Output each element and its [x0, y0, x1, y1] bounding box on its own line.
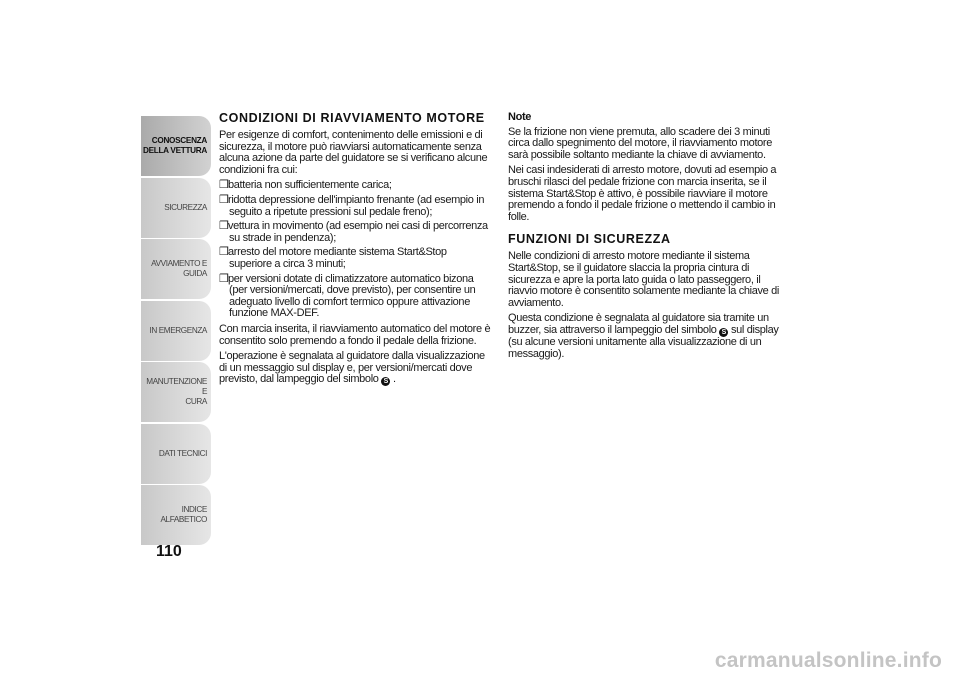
conditions-list	[219, 180, 491, 320]
left-column	[219, 112, 491, 390]
tab-avviamento-e-guida[interactable]	[141, 239, 211, 299]
list-item: ❒arresto del motore mediante sistema Start&Stop superiore a circa 3 minuti;	[219, 246, 447, 270]
tab-label: IN EMERGENZA	[149, 325, 207, 335]
note-title: Note	[508, 111, 532, 123]
tab-label: CONOSCENZA DELLA VETTURA	[142, 136, 207, 155]
start-stop-symbol-icon: S	[719, 328, 728, 337]
tab-label: DATI TECNICI	[158, 448, 207, 458]
right-column	[508, 112, 780, 364]
tab-label: INDICE ALFABETICO	[160, 505, 207, 524]
intro-paragraph: Per esigenze di comfort, contenimento delle emissioni e di sicurezza, il motore può riavviarsi automaticamente senza alcuna azione da parte del guidatore se si verificano alcune condizioni fra cui:	[219, 129, 488, 176]
tab-in-emergenza[interactable]	[141, 301, 211, 361]
list-item: ❒vettura in movimento (ad esempio nei casi di percorrenza su strade in pendenza);	[219, 220, 488, 244]
watermark: carmanualsonline.info	[714, 649, 942, 672]
list-item: ❒ridotta depressione dell'impianto frenante (ad esempio in seguito a ripetute pressioni sul pedale freno);	[219, 193, 485, 218]
note-paragraph: Nei casi indesiderati di arresto motore, dovuti ad esempio a bruschi rilasci del pedale frizione con marcia inserita, se il sistema Start&Stop è attivo, è possibile riavviare il motore premendo a fondo il pedale frizione o mettendo il cambio in folle.	[508, 164, 777, 223]
list-item: ❒batteria non sufficientemente carica;	[219, 179, 392, 192]
page-number: 110	[156, 543, 182, 560]
tab-dati-tecnici[interactable]	[141, 424, 211, 484]
note-paragraph: Se la frizione non viene premuta, allo scadere dei 3 minuti circa dallo spegnimento del motore, il riavviamento motore sarà possibile soltanto mediante la chiave di avviamento.	[508, 125, 772, 161]
paragraph: Nelle condizioni di arresto motore mediante il sistema Start&Stop, se il guidatore slaccia la propria cintura di sicurezza e apre la porta lato guida o lato passeggero, il riavvio motore è consentito solamente mediante la chiave di avviamento.	[508, 250, 780, 309]
tab-manutenzione-e-cura[interactable]	[141, 362, 211, 422]
tab-indice-alfabetico[interactable]	[141, 485, 211, 545]
list-item: ❒per versioni dotate di climatizzatore automatico bizona (per versioni/mercati, dove previsto), per consentire un adeguato livello di comfort termico oppure attivazione funzione MAX-DEF.	[219, 272, 476, 320]
checkbox-bullet-icon: ❒	[219, 193, 229, 206]
paragraph: Questa condizione è segnalata al guidatore sia tramite un buzzer, sia attraverso il lampeggio del simbolo S sul display (su alcune versioni unitamente alla visualizzazione di un messaggio).	[508, 312, 779, 360]
paragraph: L'operazione è segnalata al guidatore dalla visualizzazione di un messaggio sul display e, per versioni/mercati dove previsto, dal lampeggio del simbolo S .	[219, 350, 485, 386]
checkbox-bullet-icon: ❒	[219, 220, 229, 233]
tab-label: AVVIAMENTO E GUIDA	[151, 259, 207, 278]
tab-sicurezza[interactable]	[141, 178, 211, 238]
checkbox-bullet-icon: ❒	[219, 179, 229, 192]
tab-label: SICUREZZA	[164, 202, 207, 212]
tab-conoscenza-della-vettura[interactable]	[141, 116, 211, 176]
section-heading-sicurezza: FUNZIONI DI SICUREZZA	[508, 232, 671, 247]
section-heading-riavviamento: CONDIZIONI DI RIAVVIAMENTO MOTORE	[219, 111, 485, 125]
start-stop-symbol-icon: S	[381, 377, 390, 386]
tab-label: MANUTENZIONE E CURA	[146, 377, 207, 406]
checkbox-bullet-icon: ❒	[219, 246, 229, 259]
chapter-tabs	[141, 116, 211, 547]
checkbox-bullet-icon: ❒	[219, 272, 229, 285]
paragraph: Con marcia inserita, il riavviamento automatico del motore è consentito solo premendo a fondo il pedale della frizione.	[219, 322, 491, 347]
